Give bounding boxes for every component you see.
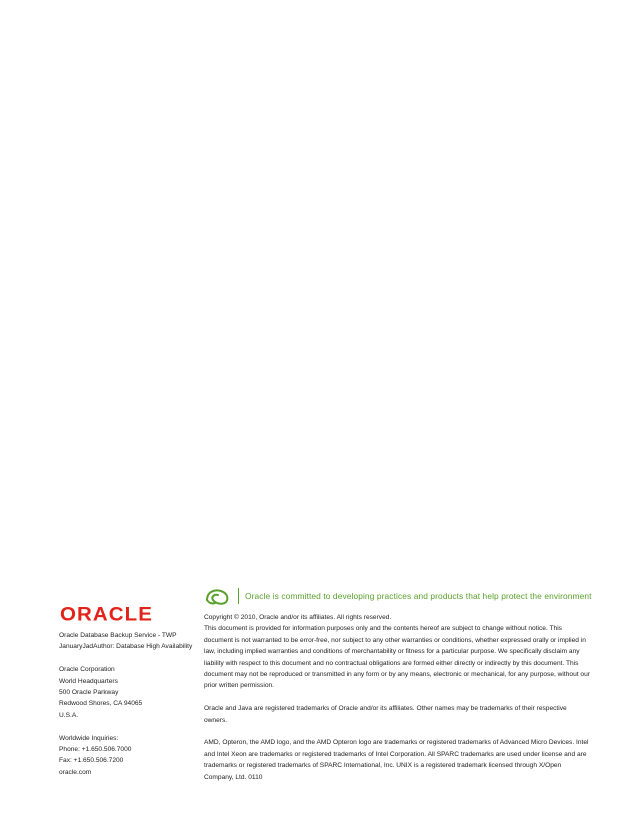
phone-number: Phone: +1.650.506.7000 xyxy=(59,746,132,754)
contact-column xyxy=(59,630,199,778)
trademark-amd-line: AMD, Opteron, the AMD logo, and the AMD Opteron logo are trademarks or registered trademarks of Advanced Micro Devices. Intel xyxy=(204,739,589,747)
disclaimer-line: law, including implied warranties and conditions of merchantability or fitness for a particular purpose. We specifically disclaim any xyxy=(204,648,580,656)
website-link[interactable]: oracle.com xyxy=(59,768,92,776)
company-name: Oracle Corporation xyxy=(59,666,115,674)
trademark-oracle-line: Oracle and Java are registered trademarks of Oracle and/or its affiliates. Other names may be trademarks of their respective xyxy=(204,705,567,713)
leaf-icon xyxy=(204,586,232,606)
fax-number: Fax: +1.650.506.7200 xyxy=(59,757,124,765)
eco-commitment xyxy=(204,586,592,606)
disclaimer-line: prior written permission. xyxy=(204,682,274,690)
oracle-logo-text: ORACLE xyxy=(60,605,153,623)
oracle-logo xyxy=(60,605,156,623)
inquiries-label: Worldwide Inquiries: xyxy=(59,734,119,742)
disclaimer-line: liability with respect to this document and no contractual obligations are formed either directly or indirectly by this document. This xyxy=(204,659,579,667)
trademark-oracle-line: owners. xyxy=(204,716,228,724)
headquarters-label: World Headquarters xyxy=(59,677,118,685)
disclaimer-line: This document is provided for information purposes only and the contents hereof are subject to change without notice. This xyxy=(204,625,562,633)
country: U.S.A. xyxy=(59,711,79,719)
copyright-notice: Copyright © 2010, Oracle and/or its affiliates. All rights reserved. xyxy=(204,614,392,621)
eco-tagline: Oracle is committed to developing practices and products that help protect the environment xyxy=(245,591,592,601)
disclaimer-line: document may not be reproduced or transmitted in any form or by any means, electronic or mechanical, for any purpose, without our xyxy=(204,671,590,679)
trademark-amd-line: Company, Ltd. 0110 xyxy=(204,773,263,781)
disclaimer-line: document is not warranted to be error-free, nor subject to any other warranties or conditions, whether expressed orally or implied in xyxy=(204,636,586,644)
trademark-amd-line: and Intel Xeon are trademarks or registered trademarks of Intel Corporation. All SPARC trademarks are used under license and are xyxy=(204,750,587,758)
document-date-author: JanuaryJadAuthor: Database High Availability xyxy=(59,643,193,651)
eco-divider xyxy=(238,588,239,604)
legal-column xyxy=(204,612,590,783)
trademark-amd-line: trademarks or registered trademarks of SPARC International, Inc. UNIX is a registered trademark licensed through X/Open xyxy=(204,762,562,770)
document-title: Oracle Database Backup Service - TWP xyxy=(59,632,177,639)
city-address: Redwood Shores, CA 94065 xyxy=(59,700,143,708)
street-address: 500 Oracle Parkway xyxy=(59,689,119,697)
